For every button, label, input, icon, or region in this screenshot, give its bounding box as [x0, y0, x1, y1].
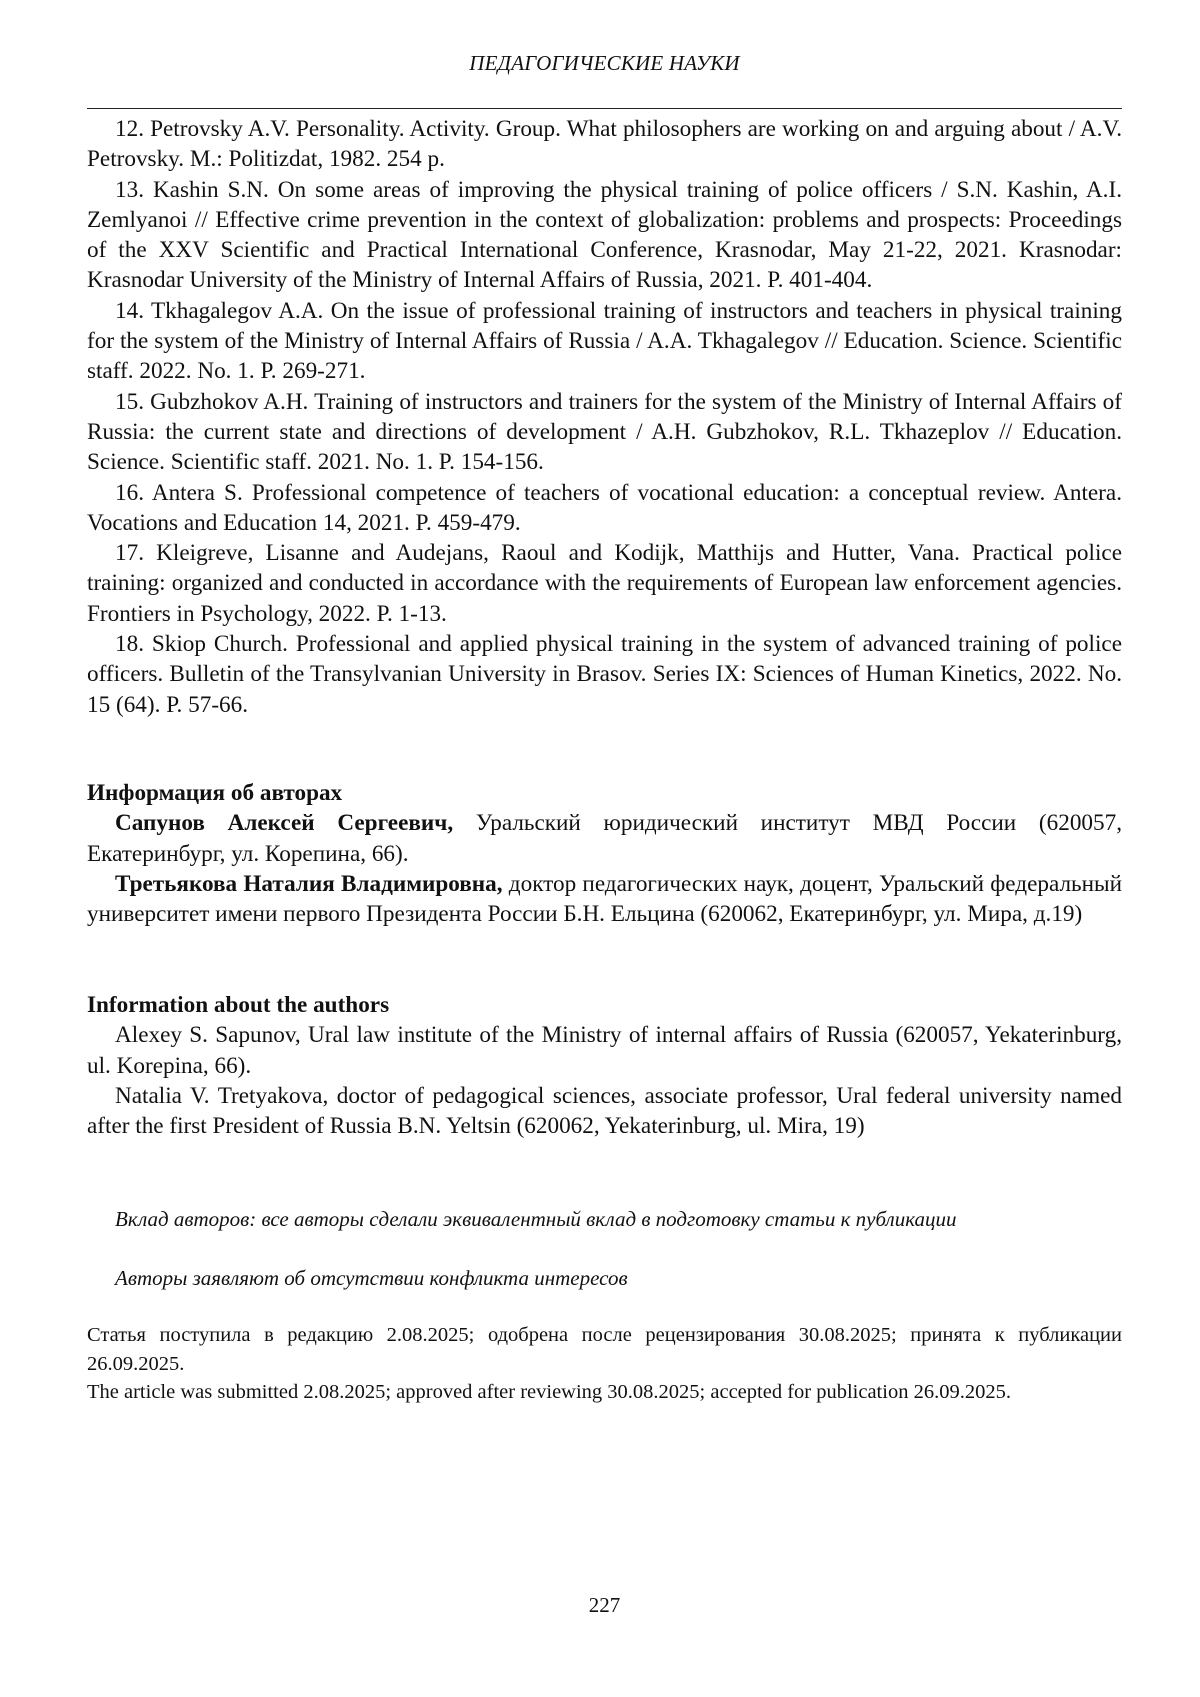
author-details: Уральский юридический институт МВД России (620057, Екатеринбург, ул. Корепина, 66).	[87, 810, 1122, 867]
author-name: Третьякова Наталия Владимировна,	[115, 870, 503, 897]
header-divider	[87, 108, 1122, 109]
authors-en-title: Information about the authors	[87, 992, 390, 1018]
author-entry	[87, 808, 1122, 869]
running-header: ПЕДАГОГИЧЕСКИЕ НАУКИ	[469, 51, 740, 75]
authors-info-ru	[87, 778, 1122, 929]
conflict-note: Авторы заявляют об отсутствии конфликта интересов	[115, 1266, 628, 1290]
author-entry: Natalia V. Tretyakova, doctor of pedagogical sciences, associate professor, Ural federal university named after the first President of Russia B.N. Yeltsin (620062, Yekaterinburg, ul. Mira, 19)	[87, 1082, 1122, 1140]
author-entry: Alexey S. Sapunov, Ural law institute of the Ministry of internal affairs of Russia (620057, Yekaterinburg, ul. Korepina, 66).	[87, 1022, 1122, 1079]
dates-en: The article was submitted 2.08.2025; approved after reviewing 30.08.2025; accepted for publication 26.09.2025.	[87, 1381, 1011, 1403]
reference-item: 17. Kleigreve, Lisanne and Audejans, Raoul and Kodijk, Matthijs and Hutter, Vana. Practical police training: organized and conducted in accordance with the requirements of European law enforcement agencies. Frontiers in Psychology, 2022. P. 1-13.	[87, 540, 1122, 627]
dates-ru: Статья поступила в редакцию 2.08.2025; одобрена после рецензирования 30.08.2025; принята к публикации 26.09.2025.	[87, 1324, 1122, 1375]
contribution-note: Вклад авторов: все авторы сделали эквивалентный вклад в подготовку статьи к публикации	[115, 1207, 957, 1231]
author-name: Сапунов Алексей Сергеевич,	[115, 810, 454, 837]
page-number: 227	[588, 1593, 621, 1617]
reference-item: 18. Skiop Church. Professional and applied physical training in the system of advanced training of police officers. Bulletin of the Transylvanian University in Brasov. Series IX: Sciences of Human Kinetics, 2022. No. 15 (64). P. 57-66.	[87, 631, 1122, 718]
reference-item: 14. Tkhagalegov A.A. On the issue of professional training of instructors and teachers in physical training for the system of the Ministry of Internal Affairs of Russia / A.A. Tkhagalegov // Education. Science. Scientific staff. 2022. No. 1. P. 269-271.	[87, 297, 1122, 385]
authors-ru-title: Информация об авторах	[87, 780, 343, 806]
article-dates	[87, 1321, 1122, 1407]
reference-item: 12. Petrovsky A.V. Personality. Activity. Group. What philosophers are working on and arguing about / A.V. Petrovsky. M.: Politizdat, 1982. 254 p.	[87, 116, 1122, 173]
reference-item: 15. Gubzhokov A.H. Training of instructors and trainers for the system of the Ministry of Internal Affairs of Russia: the current state and directions of development / A.H. Gubzhokov, R.L. Tkhazeplov // Education. Science. Scientific staff. 2021. No. 1. P. 154-156.	[87, 388, 1122, 476]
author-details: доктор педагогических наук, доцент, Уральский федеральный университет имени первого Президента России Б.Н. Ельцина (620062, Екатеринбург, ул. Мира, д.19)	[87, 870, 1122, 928]
reference-item: 16. Antera S. Professional competence of teachers of vocational education: a conceptual review. Antera. Vocations and Education 14, 2021. P. 459-479.	[87, 479, 1122, 536]
reference-item: 13. Kashin S.N. On some areas of improving the physical training of police officers / S.N. Kashin, A.I. Zemlyanoi // Effective crime prevention in the context of globalization: problems and prospects: Proceedings of the XXV Scientific and Practical International Conference, Krasnodar, May 21-22, 2021. Krasnodar: Krasnodar University of the Ministry of Internal Affairs of Russia, 2021. P. 401-404.	[87, 176, 1122, 294]
authors-info-en	[87, 990, 1122, 1141]
reference-list	[87, 114, 1122, 720]
author-entry	[87, 869, 1122, 930]
